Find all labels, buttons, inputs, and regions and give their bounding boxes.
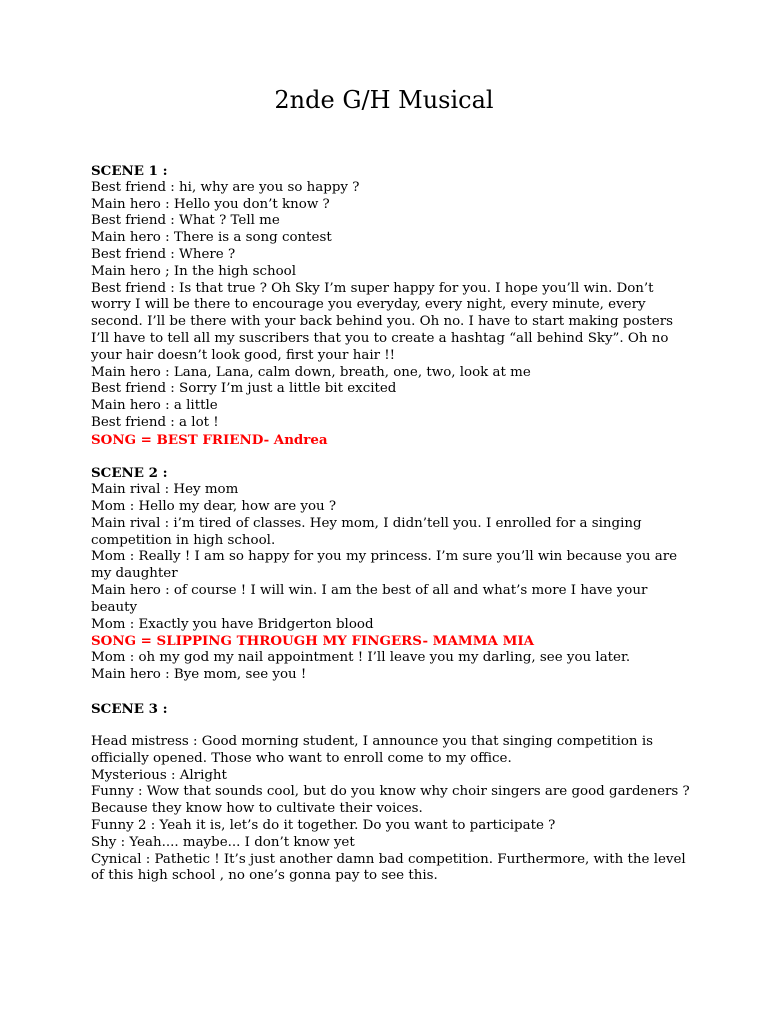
dialogue-line: Best friend : Where ? (91, 246, 236, 262)
scene-spacer (91, 717, 691, 734)
dialogue-line: Best friend : hi, why are you so happy ? (91, 179, 360, 195)
scene-3-heading: SCENE 3 : (91, 700, 168, 717)
scene-1-song: SONG = BEST FRIEND- Andrea (91, 431, 328, 448)
dialogue-line: Main hero : Hello you don’t know ? (91, 196, 330, 212)
dialogue-line: Main hero : Bye mom, see you ! (91, 666, 307, 682)
dialogue-line: Best friend : Is that true ? Oh Sky I’m super happy for you. I hope you’ll win. Don’t worry I will be there to encourage you everyday, every night, every minute, every second. I’ll be there with your back behind you. Oh no. I have to start making posters I’ll have to tell all my suscribers that you to create a hashtag “all behind Sky”. Oh no your hair doesn’t look good, first your hair !! (91, 280, 673, 363)
dialogue-line: Best friend : What ? Tell me (91, 213, 280, 229)
dialogue-line: Main hero : of course ! I will win. I am the best of all and what’s more I have your beauty (91, 582, 648, 615)
scene-spacer (91, 684, 691, 701)
dialogue-line: Best friend : a lot ! (91, 414, 219, 430)
dialogue-line: Best friend : Sorry I’m just a little bit excited (91, 381, 397, 397)
dialogue-line: Funny : Wow that sounds cool, but do you know why choir singers are good gardeners ? Because they know how to cultivate their voices. (91, 784, 690, 817)
dialogue-line: Mom : Exactly you have Bridgerton blood (91, 616, 374, 632)
scene-2-heading: SCENE 2 : (91, 465, 168, 482)
dialogue-line: Mysterious : Alright (91, 767, 227, 783)
dialogue-line: Shy : Yeah.... maybe... I don’t know yet (91, 834, 355, 850)
scene-1-heading: SCENE 1 : (91, 163, 168, 179)
script-body (91, 163, 691, 885)
dialogue-line: Main hero : There is a song contest (91, 230, 332, 246)
scene-2-song: SONG = SLIPPING THROUGH MY FINGERS- MAMMA MIA (91, 633, 535, 650)
document-title: 2nde G/H Musical (274, 86, 494, 114)
dialogue-line: Mom : Hello my dear, how are you ? (91, 498, 337, 514)
scene-spacer (91, 449, 691, 466)
dialogue-line: Main hero : a little (91, 398, 218, 414)
dialogue-line: Mom : Really ! I am so happy for you my princess. I’m sure you’ll win because you are my daughter (91, 549, 678, 582)
dialogue-line: Funny 2 : Yeah it is, let’s do it together. Do you want to participate ? (91, 818, 556, 834)
dialogue-line: Main hero : Lana, Lana, calm down, breath, one, two, look at me (91, 364, 531, 380)
dialogue-line: Cynical : Pathetic ! It’s just another damn bad competition. Furthermore, with the level of this high school , no one’s gonna pay to see this. (91, 851, 686, 884)
dialogue-line: Main hero ; In the high school (91, 263, 297, 279)
dialogue-line: Mom : oh my god my nail appointment ! I’ll leave you my darling, see you later. (91, 650, 631, 666)
dialogue-line: Main rival : Hey mom (91, 482, 239, 498)
dialogue-line: Head mistress : Good morning student, I announce you that singing competition is officially opened. Those who want to enroll come to my office. (91, 734, 653, 766)
dialogue-line: Main rival : i’m tired of classes. Hey mom, I didn’tell you. I enrolled for a singing competition in high school. (91, 515, 642, 548)
